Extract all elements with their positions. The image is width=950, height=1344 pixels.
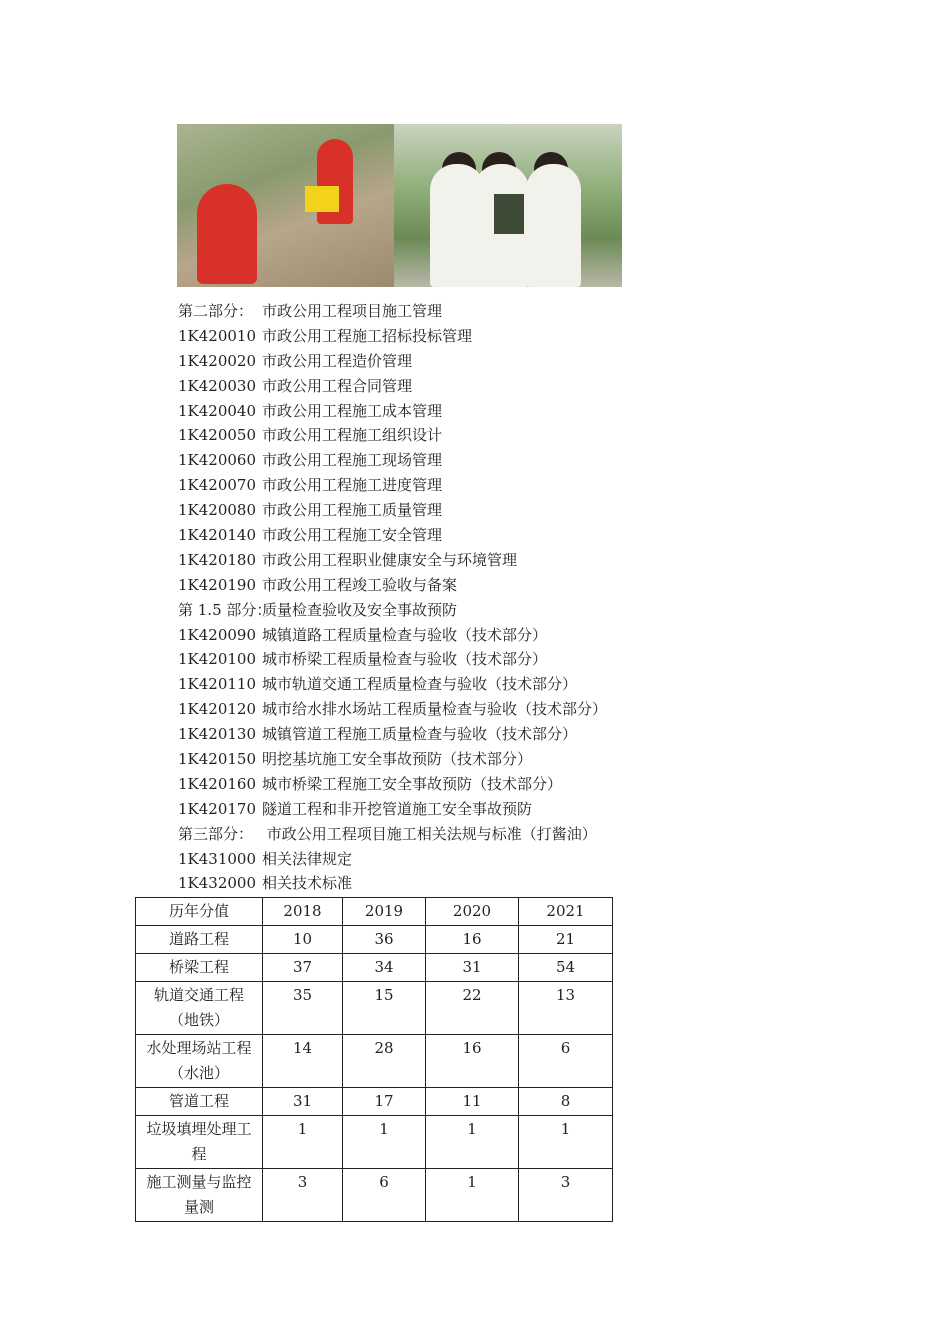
value-cell: 2021 [519, 898, 613, 926]
outline-title: 市政公用工程造价管理 [262, 351, 413, 370]
value-cell: 2019 [343, 898, 426, 926]
value-cell: 28 [343, 1035, 426, 1088]
value-cell: 6 [343, 1169, 426, 1222]
outline-title: 市政公用工程施工现场管理 [262, 451, 443, 470]
value-cell: 1 [343, 1116, 426, 1169]
outline-code: 1K420050 [178, 426, 257, 445]
row-label-cell: 历年分值 [136, 898, 263, 926]
outline-item [178, 473, 607, 498]
outline-code: 第 1.5 部分： [178, 600, 272, 619]
outline-title: 市政公用工程竣工验收与备案 [262, 575, 458, 594]
outline-item [178, 399, 607, 424]
outline-code: 1K420100 [178, 650, 257, 669]
row-label-cell: 轨道交通工程（地铁） [136, 982, 263, 1035]
header-photos [177, 124, 622, 287]
outline-title: 相关法律规定 [262, 849, 353, 868]
outline-code: 1K432000 [178, 874, 257, 893]
outline-code: 1K420190 [178, 575, 257, 594]
outline-item [178, 822, 607, 847]
table-row [136, 1169, 613, 1222]
outline-item [178, 523, 607, 548]
outline-item [178, 573, 607, 598]
value-cell: 21 [519, 926, 613, 954]
outline-code: 第三部分： [178, 824, 254, 843]
table-row [136, 954, 613, 982]
value-cell: 17 [343, 1088, 426, 1116]
outline-title: 城市轨道交通工程质量检查与验收（技术部分） [262, 675, 578, 694]
outline-title: 市政公用工程施工安全管理 [262, 526, 443, 545]
outline-item [178, 772, 607, 797]
value-cell: 1 [426, 1169, 519, 1222]
value-cell: 8 [519, 1088, 613, 1116]
table-row [136, 982, 613, 1035]
value-cell: 2018 [263, 898, 343, 926]
value-cell: 16 [426, 1035, 519, 1088]
outline-title: 市政公用工程合同管理 [262, 376, 413, 395]
value-cell: 36 [343, 926, 426, 954]
outline-item [178, 548, 607, 573]
score-table [135, 897, 613, 1222]
row-label-cell: 水处理场站工程（水池） [136, 1035, 263, 1088]
value-cell: 31 [263, 1088, 343, 1116]
value-cell: 6 [519, 1035, 613, 1088]
value-cell: 13 [519, 982, 613, 1035]
row-label-cell: 道路工程 [136, 926, 263, 954]
outline-code: 1K420140 [178, 526, 257, 545]
outline-title: 质量检查验收及安全事故预防 [262, 600, 458, 619]
outline-item [178, 647, 607, 672]
value-cell: 15 [343, 982, 426, 1035]
outline-code: 1K420150 [178, 750, 257, 769]
outline-title: 城镇道路工程质量检查与验收（技术部分） [262, 625, 548, 644]
outline-title: 城市桥梁工程施工安全事故预防（技术部分） [262, 774, 563, 793]
value-cell: 34 [343, 954, 426, 982]
outline-code: 1K420060 [178, 451, 257, 470]
value-cell: 1 [263, 1116, 343, 1169]
outline-code: 1K420020 [178, 351, 257, 370]
value-cell: 11 [426, 1088, 519, 1116]
outline-title: 市政公用工程项目施工管理 [262, 302, 443, 320]
outline-item [178, 598, 607, 623]
outline-code: 1K420130 [178, 725, 257, 744]
table-row [136, 926, 613, 954]
value-cell: 16 [426, 926, 519, 954]
value-cell: 37 [263, 954, 343, 982]
outline-title: 市政公用工程职业健康安全与环境管理 [262, 550, 518, 569]
outline-item [178, 623, 607, 648]
outline-item [178, 697, 607, 722]
row-label-cell: 垃圾填埋处理工程 [136, 1116, 263, 1169]
outline-item [178, 797, 607, 822]
value-cell: 35 [263, 982, 343, 1035]
outline-item [178, 374, 607, 399]
outline-title: 城市给水排水场站工程质量检查与验收（技术部分） [262, 700, 608, 719]
value-cell: 1 [519, 1116, 613, 1169]
row-label-cell: 桥梁工程 [136, 954, 263, 982]
value-cell: 1 [426, 1116, 519, 1169]
outline-title: 市政公用工程施工组织设计 [262, 426, 443, 445]
outline-code: 1K420180 [178, 550, 257, 569]
outline-code: 1K420090 [178, 625, 257, 644]
outline-title: 城市桥梁工程质量检查与验收（技术部分） [262, 650, 548, 669]
outline-title: 市政公用工程施工招标投标管理 [262, 326, 473, 345]
outline-title: 隧道工程和非开挖管道施工安全事故预防 [262, 799, 533, 818]
row-label-cell: 施工测量与监控量测 [136, 1169, 263, 1222]
outline-title: 市政公用工程项目施工相关法规与标准（打酱油） [262, 824, 597, 843]
outline-code: 1K420080 [178, 501, 257, 520]
outline-code: 1K420120 [178, 700, 257, 719]
outline-code: 1K420070 [178, 476, 257, 495]
row-label-cell: 管道工程 [136, 1088, 263, 1116]
value-cell: 2020 [426, 898, 519, 926]
value-cell: 31 [426, 954, 519, 982]
students-theodolite-photo [394, 124, 622, 287]
outline-title: 明挖基坑施工安全事故预防（技术部分） [262, 750, 533, 769]
outline-code: 第二部分： [178, 302, 254, 320]
outline-code: 1K420170 [178, 799, 257, 818]
outline-code: 1K420010 [178, 326, 257, 345]
outline-title: 城镇管道工程施工质量检查与验收（技术部分） [262, 725, 578, 744]
outline-item [178, 299, 607, 324]
outline-title: 市政公用工程施工成本管理 [262, 401, 443, 420]
value-cell: 3 [519, 1169, 613, 1222]
value-cell: 54 [519, 954, 613, 982]
syllabus-outline [178, 299, 607, 896]
surveyors-field-photo [177, 124, 394, 287]
outline-code: 1K431000 [178, 849, 257, 868]
outline-item [178, 747, 607, 772]
outline-item [178, 871, 607, 896]
outline-item [178, 423, 607, 448]
value-cell: 3 [263, 1169, 343, 1222]
outline-title: 市政公用工程施工质量管理 [262, 501, 443, 520]
outline-item [178, 498, 607, 523]
outline-title: 市政公用工程施工进度管理 [262, 476, 443, 495]
outline-item [178, 349, 607, 374]
outline-code: 1K420030 [178, 376, 257, 395]
outline-item [178, 448, 607, 473]
table-row [136, 1035, 613, 1088]
outline-title: 相关技术标准 [262, 874, 353, 893]
outline-item [178, 672, 607, 697]
value-cell: 10 [263, 926, 343, 954]
outline-item [178, 324, 607, 349]
value-cell: 22 [426, 982, 519, 1035]
table-row [136, 1088, 613, 1116]
outline-code: 1K420110 [178, 675, 257, 694]
table-header-row [136, 898, 613, 926]
value-cell: 14 [263, 1035, 343, 1088]
outline-item [178, 847, 607, 872]
outline-code: 1K420160 [178, 774, 257, 793]
table-row [136, 1116, 613, 1169]
outline-code: 1K420040 [178, 401, 257, 420]
outline-item [178, 722, 607, 747]
